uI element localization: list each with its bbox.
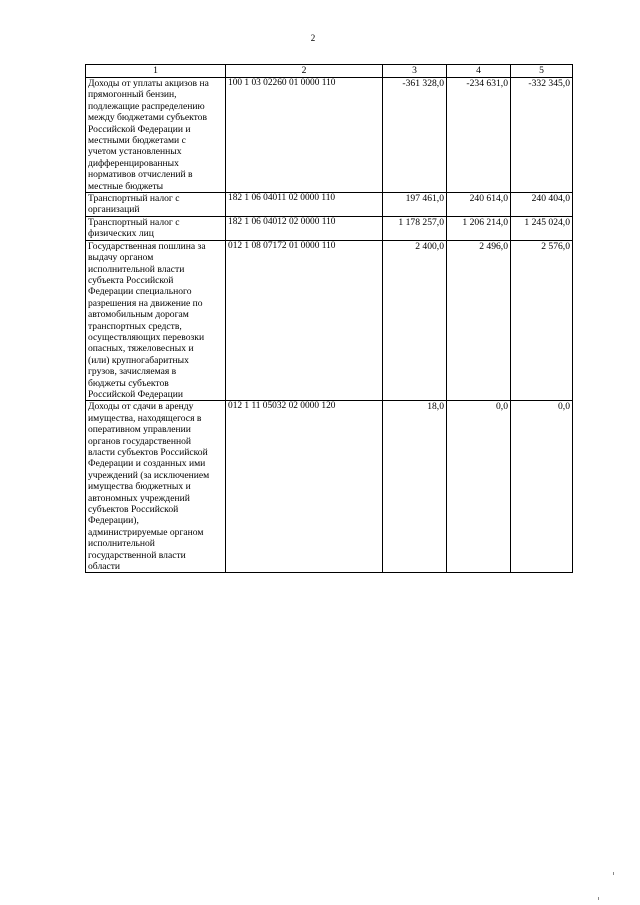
column-header: 3 xyxy=(383,65,447,78)
table-row xyxy=(86,193,573,217)
revenue-name-line: Транспортный налог с xyxy=(88,216,180,228)
revenue-name-line: исполнительной власти xyxy=(88,263,185,275)
amount-cell-col5: 240 404,0 xyxy=(511,193,573,217)
revenue-name-line: Федерации специального xyxy=(88,286,192,298)
revenue-name-line: физических лиц xyxy=(88,228,154,240)
column-header: 2 xyxy=(226,65,383,78)
revenue-name-line: грузов, зачисляемая в xyxy=(88,366,177,378)
revenue-name-line: бюджеты субъектов xyxy=(88,377,169,389)
revenue-name-line: учреждений (за исключением xyxy=(88,469,210,481)
amount-cell-col3: 197 461,0 xyxy=(383,193,447,217)
revenue-name-line: имущества, находящегося в xyxy=(88,412,202,424)
amount-cell-col3: -361 328,0 xyxy=(383,78,447,193)
revenue-name-line: нормативов отчислений в xyxy=(88,169,193,181)
revenue-name-line: государственной власти xyxy=(88,549,186,561)
revenue-name-cell xyxy=(86,240,226,401)
amount-cell-col5: -332 345,0 xyxy=(511,78,573,193)
table-row xyxy=(86,401,573,573)
table-body xyxy=(86,78,573,573)
scan-mark xyxy=(613,872,614,875)
revenue-name-line: Российской Федерации и xyxy=(88,123,191,135)
revenue-name-cell xyxy=(86,401,226,573)
revenue-name-line: власти субъектов Российской xyxy=(88,447,208,458)
revenue-name-line: органов государственной xyxy=(88,435,192,447)
revenue-name-line: транспортных средств, xyxy=(88,320,182,332)
amount-cell-col4: 2 496,0 xyxy=(447,240,511,401)
page-number: 2 xyxy=(310,33,316,43)
budget-code-cell: 012 1 11 05032 02 0000 120 xyxy=(226,401,383,573)
revenue-name-line: прямогонный бензин, xyxy=(88,89,177,101)
revenue-name-line: разрешения на движение по xyxy=(88,297,203,309)
revenue-name-cell xyxy=(86,78,226,193)
amount-cell-col3: 2 400,0 xyxy=(383,240,447,401)
table-header-row xyxy=(86,65,573,78)
amount-cell-col3: 18,0 xyxy=(383,401,447,573)
revenue-name-line: автомобильным дорогам xyxy=(88,309,189,321)
revenue-name-line: автономных учреждений xyxy=(88,492,190,504)
revenue-name-line: подлежащие распределению xyxy=(88,100,205,112)
budget-code-cell: 182 1 06 04011 02 0000 110 xyxy=(226,193,383,217)
revenue-name-line: Государственная пошлина за xyxy=(88,240,206,252)
amount-cell-col3: 1 178 257,0 xyxy=(383,216,447,240)
revenue-name-line: дифференцированных xyxy=(88,157,179,169)
revenue-name-line: области xyxy=(88,561,121,573)
revenue-name-line: Федерации), xyxy=(88,515,139,527)
revenue-name-line: имущества бюджетных и xyxy=(88,481,191,493)
revenue-name-line: местными бюджетами с xyxy=(88,135,186,147)
budget-code-cell: 182 1 06 04012 02 0000 110 xyxy=(226,216,383,240)
revenue-name-line: осуществляющих перевозки xyxy=(88,331,205,343)
amount-cell-col5: 2 576,0 xyxy=(511,240,573,401)
revenue-name-line: учетом установленных xyxy=(88,146,182,158)
revenue-name-cell xyxy=(86,193,226,217)
amount-cell-col4: 0,0 xyxy=(447,401,511,573)
column-header: 4 xyxy=(447,65,511,78)
revenue-name-line: Российской Федерации xyxy=(88,388,183,400)
amount-cell-col5: 1 245 024,0 xyxy=(511,216,573,240)
revenue-name-line: субъектов Российской xyxy=(88,504,179,516)
revenue-name-line: выдачу органом xyxy=(88,252,154,264)
amount-cell-col4: -234 631,0 xyxy=(447,78,511,193)
revenue-name-line: между бюджетами субъектов xyxy=(88,112,207,124)
budget-code-cell: 012 1 08 07172 01 0000 110 xyxy=(226,240,383,401)
amount-cell-col4: 240 614,0 xyxy=(447,193,511,217)
revenue-name-line: субъекта Российской xyxy=(88,274,174,286)
revenue-name-line: исполнительной xyxy=(88,538,155,550)
table-row xyxy=(86,78,573,193)
revenue-name-line: (или) крупногабаритных xyxy=(88,354,189,366)
revenue-name-line: Федерации и созданных ими xyxy=(88,458,206,470)
revenue-table xyxy=(85,64,573,573)
table-row xyxy=(86,216,573,240)
revenue-name-line: Транспортный налог с xyxy=(88,193,180,205)
amount-cell-col5: 0,0 xyxy=(511,401,573,573)
revenue-name-line: администрируемые органом xyxy=(88,526,204,538)
table-row xyxy=(86,240,573,401)
revenue-name-line: местные бюджеты xyxy=(88,180,164,192)
revenue-name-line: организаций xyxy=(88,204,140,216)
revenue-name-line: Доходы от уплаты акцизов на xyxy=(88,78,209,89)
revenue-name-line: Доходы от сдачи в аренду xyxy=(88,401,194,413)
revenue-name-line: оперативном управлении xyxy=(88,424,191,436)
column-header: 5 xyxy=(511,65,573,78)
revenue-name-line: опасных, тяжеловесных и xyxy=(88,343,194,355)
revenue-name-cell xyxy=(86,216,226,240)
column-header: 1 xyxy=(86,65,226,78)
budget-code-cell: 100 1 03 02260 01 0000 110 xyxy=(226,78,383,193)
scan-mark xyxy=(598,897,599,900)
amount-cell-col4: 1 206 214,0 xyxy=(447,216,511,240)
